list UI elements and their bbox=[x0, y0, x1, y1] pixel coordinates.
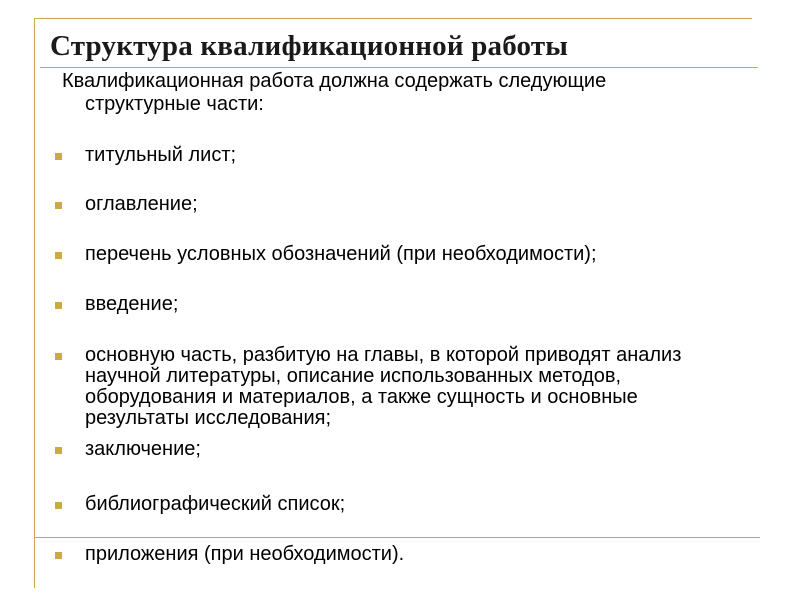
list-item bbox=[55, 439, 745, 460]
bullet-square-icon bbox=[55, 552, 62, 559]
list-item bbox=[55, 244, 745, 265]
bullet-square-icon bbox=[55, 353, 62, 360]
bullet-square-icon bbox=[55, 447, 62, 454]
slide-title: Структура квалификационной работы bbox=[50, 30, 569, 62]
bullet-square-icon bbox=[55, 202, 62, 209]
list-item-text: заключение; bbox=[85, 438, 201, 460]
list-item bbox=[55, 345, 745, 429]
intro-line-2: структурные части: bbox=[85, 93, 264, 115]
frame-bottom-line bbox=[34, 537, 760, 538]
list-item-text: титульный лист; bbox=[85, 144, 237, 166]
frame-left-line bbox=[34, 18, 35, 588]
bullet-square-icon bbox=[55, 252, 62, 259]
list-item-text: перечень условных обозначений (при необходимости); bbox=[85, 243, 597, 265]
intro-text bbox=[62, 70, 712, 116]
list-item-text: библиографический список; bbox=[85, 493, 346, 515]
intro-line-1: Квалификационная работа должна содержать следующие bbox=[62, 70, 607, 92]
list-item-text: основную часть, разбитую на главы, в которой приводят анализ научной литературы, описание использованных методов, оборудования и материалов, а также сущность и основные результаты исследования; bbox=[85, 344, 682, 429]
frame-top-line bbox=[34, 18, 752, 19]
bullet-square-icon bbox=[55, 153, 62, 160]
list-item bbox=[55, 194, 745, 215]
list-item-text: введение; bbox=[85, 293, 179, 315]
bullet-square-icon bbox=[55, 502, 62, 509]
list-item bbox=[55, 294, 745, 315]
frame-title-underline bbox=[40, 67, 758, 68]
list-item-text: оглавление; bbox=[85, 193, 198, 215]
bullet-square-icon bbox=[55, 302, 62, 309]
list-item bbox=[55, 494, 745, 515]
list-item bbox=[55, 544, 745, 565]
list-item bbox=[55, 145, 745, 166]
list-item-text: приложения (при необходимости). bbox=[85, 543, 405, 565]
